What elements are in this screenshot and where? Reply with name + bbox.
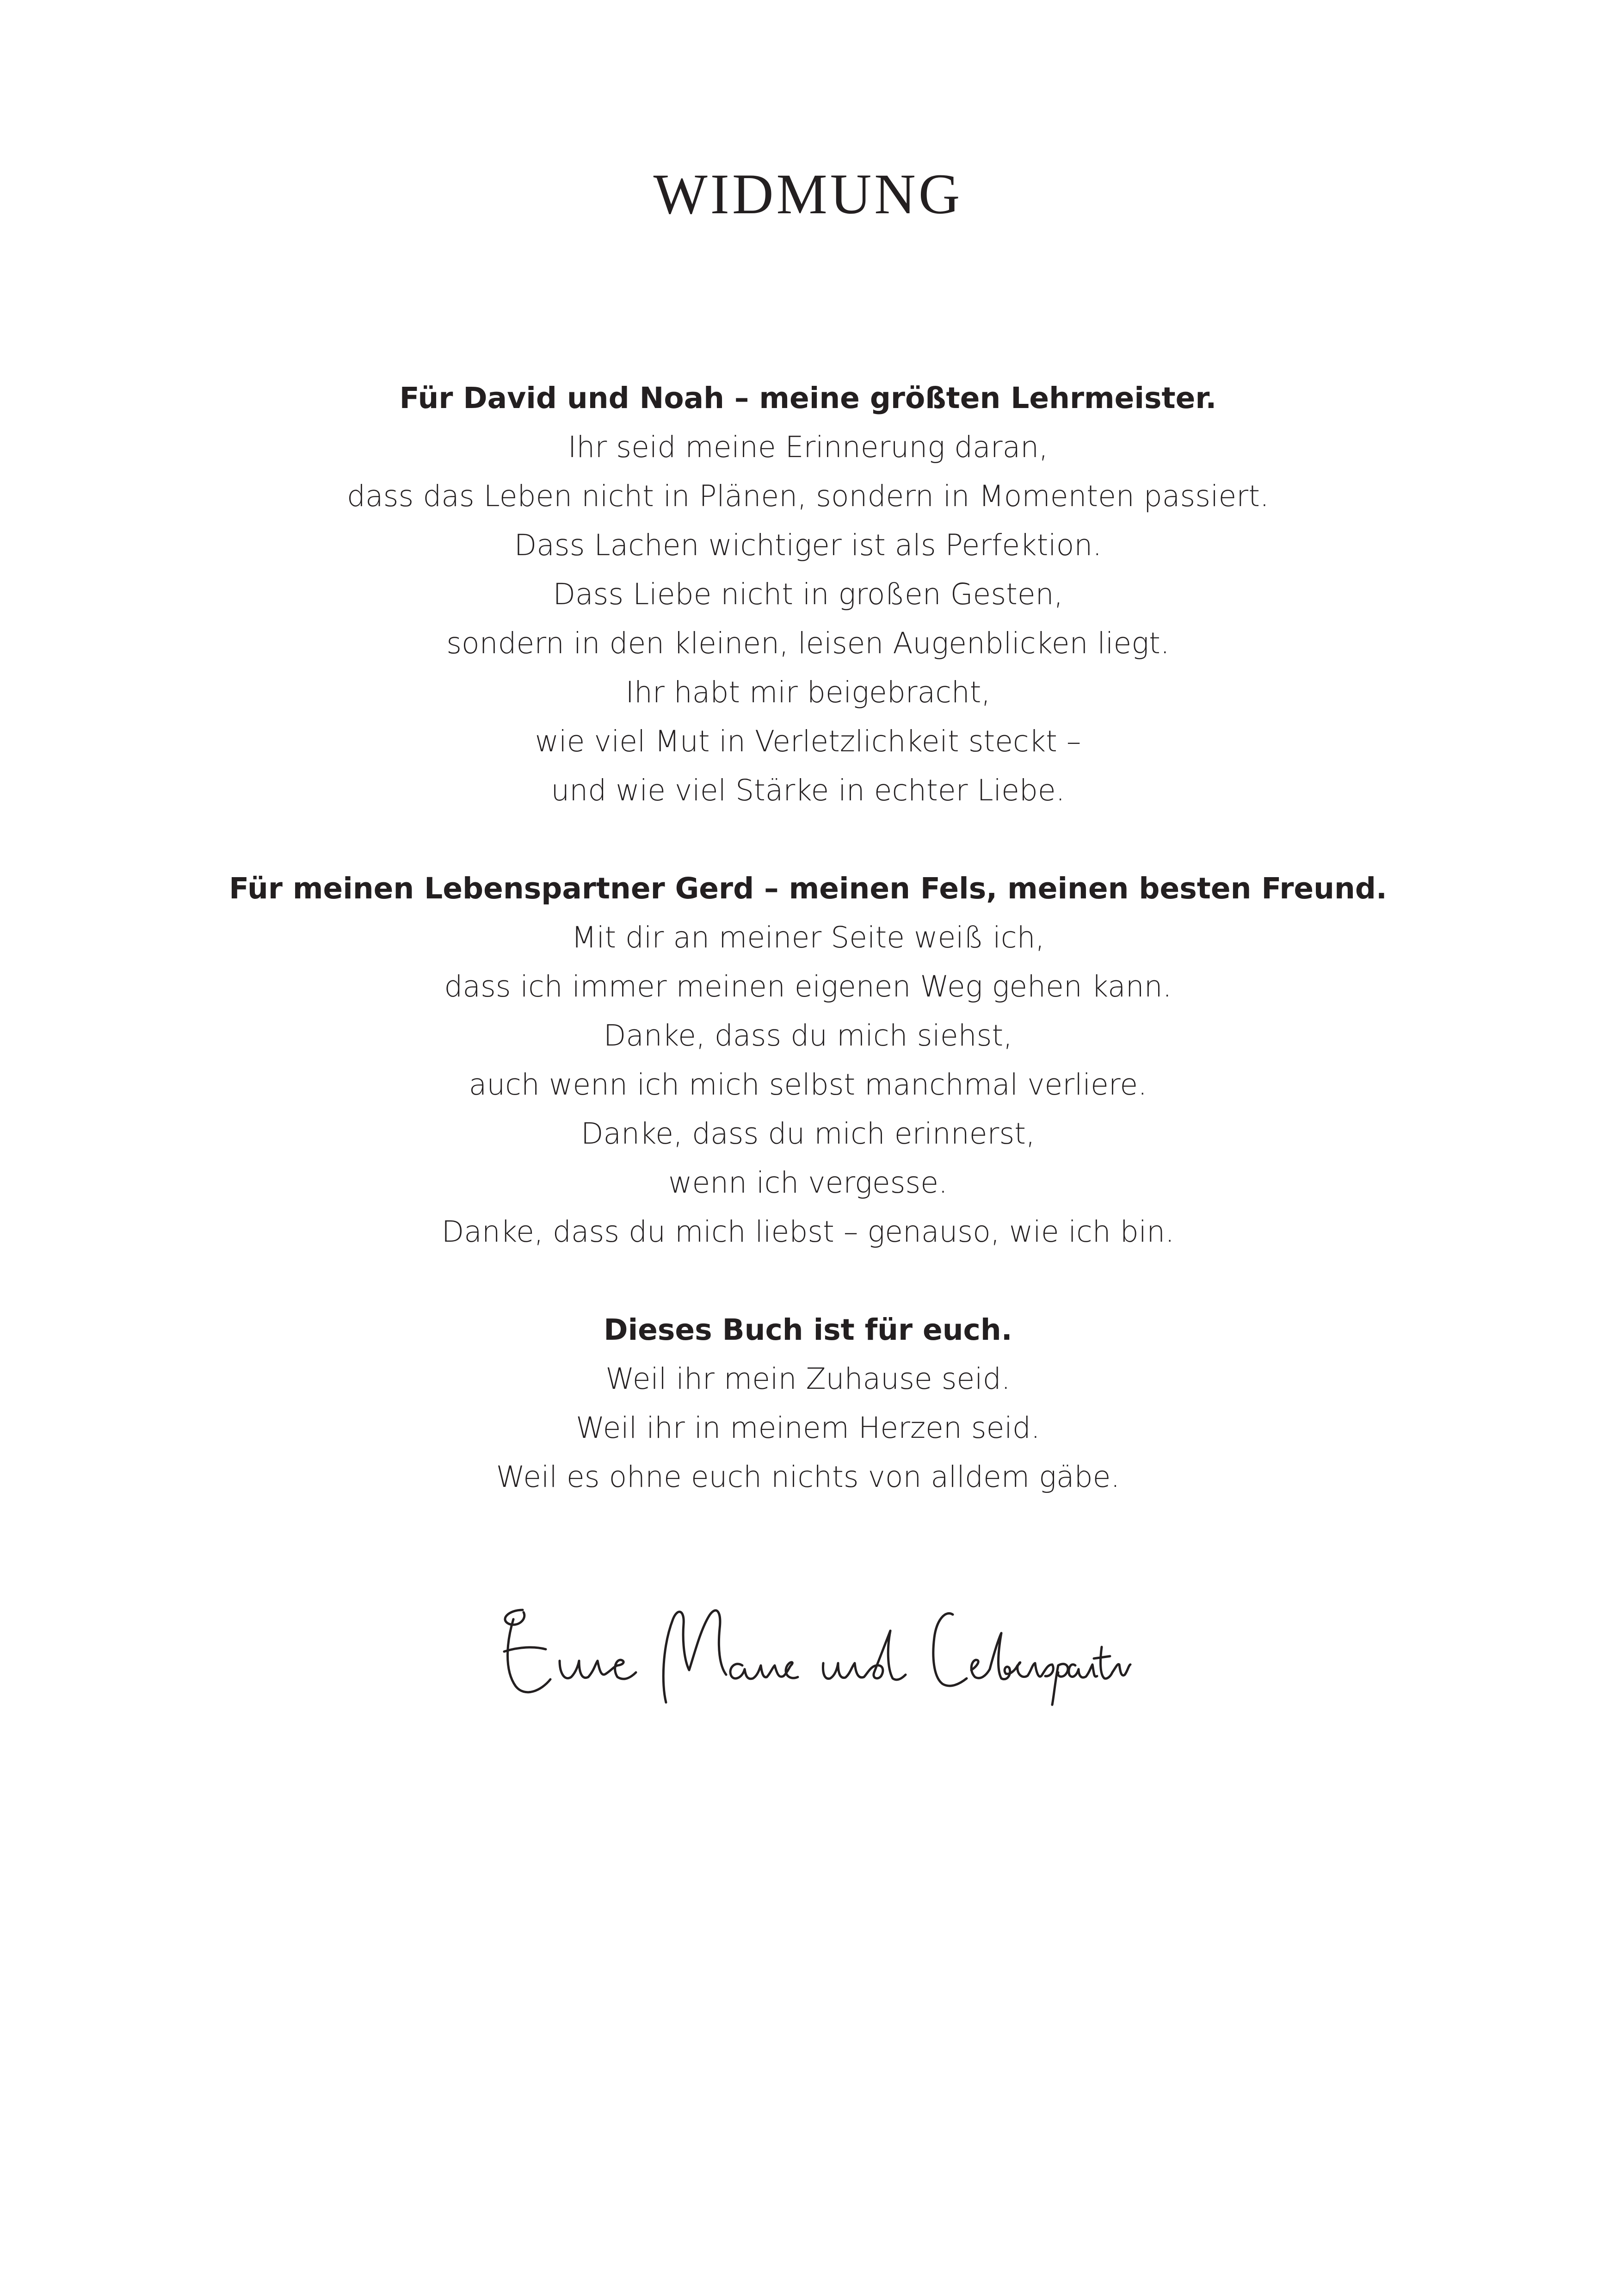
stanza-spacer: [0, 1256, 1616, 1306]
stanza-line: dass ich immer meinen eigenen Weg gehen kann.: [444, 970, 1172, 1003]
stanza-heading: Für David und Noah – meine größten Lehrmeister.: [399, 381, 1217, 415]
stanza-line: Ihr seid meine Erinnerung daran,: [567, 430, 1049, 464]
stanza-book: [0, 1306, 1616, 1502]
stanza-line: Danke, dass du mich liebst – genauso, wie ich bin.: [441, 1215, 1175, 1249]
stanza-line: Dass Liebe nicht in großen Gesten,: [553, 577, 1063, 611]
signature-drawing: [490, 1591, 1129, 1712]
stanza-line: Danke, dass du mich erinnerst,: [580, 1117, 1035, 1151]
stanza-line: auch wenn ich mich selbst manchmal verliere.: [469, 1068, 1147, 1102]
page-title: WIDMUNG: [653, 162, 963, 226]
dedication-body: [0, 374, 1616, 1502]
stanza-line: Danke, dass du mich siehst,: [603, 1019, 1013, 1052]
stanza-line: Mit dir an meiner Seite weiß ich,: [571, 921, 1045, 954]
stanza-heading: Für meinen Lebenspartner Gerd – meinen Fels, meinen besten Freund.: [229, 872, 1387, 905]
stanza-line: Weil es ohne euch nichts von alldem gäbe.: [496, 1460, 1120, 1494]
stanza-line: Weil ihr mein Zuhause seid.: [605, 1362, 1011, 1396]
stanza-line: dass das Leben nicht in Plänen, sondern in Momenten passiert.: [347, 479, 1269, 513]
stanza-heading: Dieses Buch ist für euch.: [604, 1313, 1012, 1347]
stanza-children: [0, 374, 1616, 815]
stanza-line: wenn ich vergesse.: [668, 1166, 948, 1200]
stanza-spacer: [0, 815, 1616, 864]
stanza-line: wie viel Mut in Verletzlichkeit steckt –: [535, 724, 1081, 758]
handwritten-signature: [490, 1591, 1129, 1712]
stanza-line: Dass Lachen wichtiger ist als Perfektion.: [514, 528, 1102, 562]
stanza-line: Weil ihr in meinem Herzen seid.: [576, 1411, 1040, 1445]
stanza-line: und wie viel Stärke in echter Liebe.: [551, 774, 1065, 807]
stanza-line: sondern in den kleinen, leisen Augenblicken liegt.: [446, 626, 1170, 660]
stanza-line: Ihr habt mir beigebracht,: [625, 675, 991, 709]
stanza-partner: [0, 864, 1616, 1256]
